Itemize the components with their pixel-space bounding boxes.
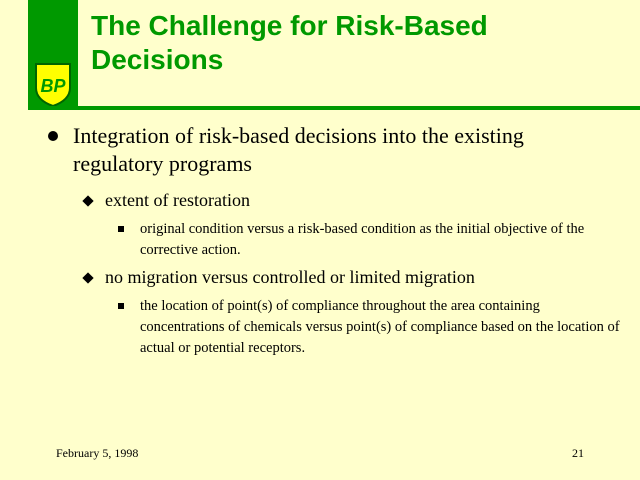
logo-bar: [28, 0, 78, 110]
title-line-1: The Challenge for Risk-Based: [91, 10, 488, 41]
bullet-level1-text: Integration of risk-based decisions into the existing regulatory programs: [73, 123, 524, 176]
bullet-level3-text-2: the location of point(s) of compliance throughout the area containing concentrations of chemicals versus point(s) of compliance based on the location of actual or potential receptors.: [140, 298, 620, 356]
bullet-level2-text-2: no migration versus controlled or limited migration: [105, 267, 475, 287]
title-divider: [28, 106, 640, 110]
footer-date: February 5, 1998: [56, 446, 139, 460]
bp-logo-text: BP: [40, 76, 66, 96]
bullet-diamond-icon: [82, 272, 93, 283]
bullet-square-icon: [118, 226, 124, 232]
slide-title: [91, 9, 631, 77]
bullet-square-icon: [118, 303, 124, 309]
title-line-2: Decisions: [91, 44, 224, 75]
bullet-level2-text-1: extent of restoration: [105, 190, 250, 210]
bullet-dot-icon: [48, 131, 58, 141]
bullet-diamond-icon: [82, 195, 93, 206]
bullet-level3-text-1: original condition versus a risk-based condition as the initial objective of the corrective action.: [140, 221, 585, 258]
bp-shield-logo: [28, 58, 78, 108]
page-number: 21: [572, 446, 584, 460]
